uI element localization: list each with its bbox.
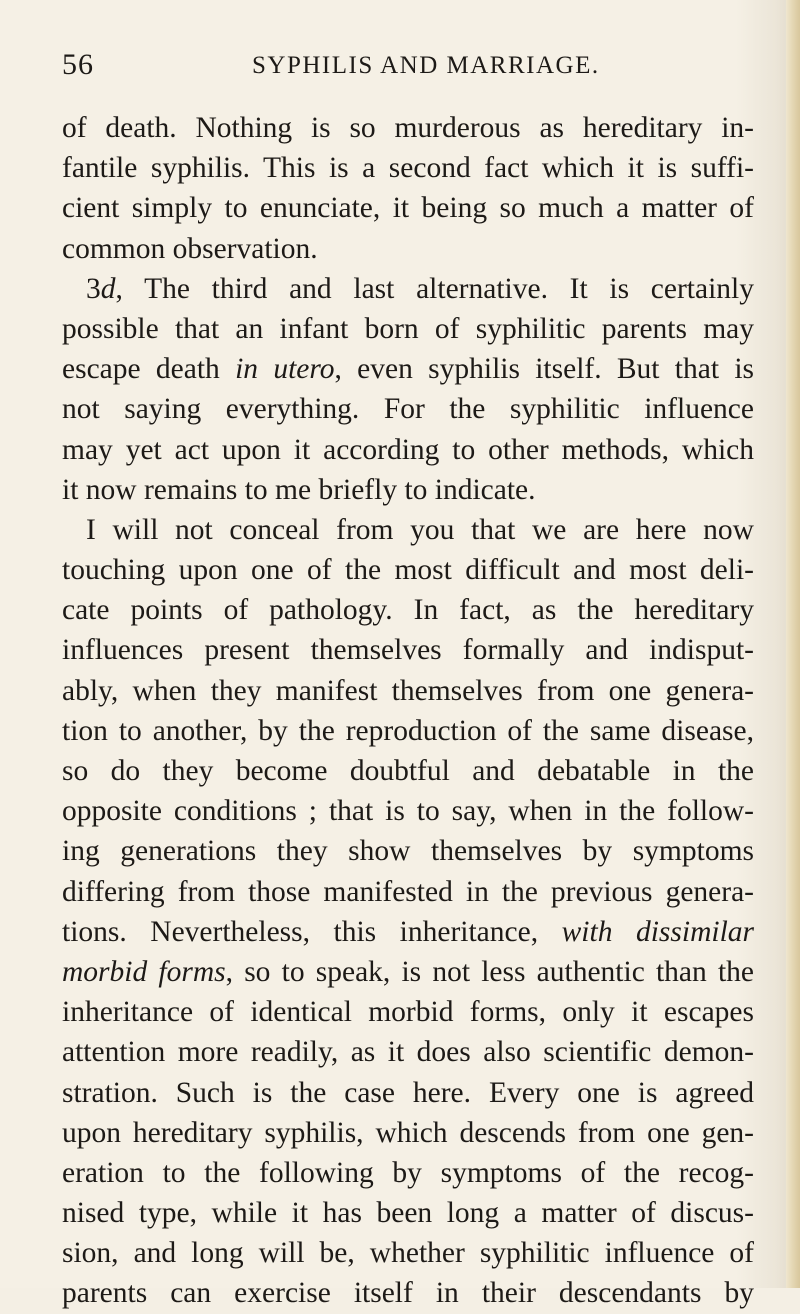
text-line: fantile syphilis. This is a second fact which it is suffi- bbox=[62, 152, 754, 185]
text-line: cient simply to enunciate, it being so much a matter of bbox=[62, 192, 754, 225]
italic-phrase: with dissimilar bbox=[561, 915, 754, 948]
text-line: influences present themselves formally and indisput- bbox=[62, 634, 754, 667]
text-line: stration. Such is the case here. Every one is agreed bbox=[62, 1076, 754, 1109]
text-line: so do they become doubtful and debatable in the bbox=[62, 755, 754, 787]
italic-phrase: in utero bbox=[235, 353, 335, 386]
text-line: tion to another, by the reproduction of the same disease, bbox=[62, 714, 754, 747]
text-line: escape death in utero, even syphilis itself. But that is bbox=[62, 353, 754, 386]
body-text bbox=[62, 108, 754, 1314]
text-line: inheritance of identical morbid forms, only it escapes bbox=[62, 996, 754, 1029]
text-line: touching upon one of the most difficult and most deli- bbox=[62, 554, 754, 587]
text-line: may yet act upon it according to other methods, which bbox=[62, 433, 754, 466]
text-line: common observation. bbox=[62, 232, 318, 265]
page-number: 56 bbox=[62, 48, 94, 81]
text-line: differing from those manifested in the previous genera- bbox=[62, 875, 754, 908]
text-line: I will not conceal from you that we are here now bbox=[86, 513, 754, 546]
text-line: morbid forms, so to speak, is not less authentic than the bbox=[62, 955, 754, 988]
italic-phrase: morbid forms bbox=[62, 955, 226, 988]
text-line: nised type, while it has been long a matter of discus- bbox=[62, 1197, 754, 1230]
text-line: possible that an infant born of syphilitic parents may bbox=[62, 312, 754, 345]
text-line: cate points of pathology. In fact, as the hereditary bbox=[62, 594, 754, 627]
text-line: ing generations they show themselves by symptoms bbox=[62, 835, 754, 868]
text-line: 3d, The third and last alternative. It is certainly bbox=[86, 272, 754, 305]
page-header bbox=[62, 48, 752, 88]
text-line: ably, when they manifest themselves from one genera- bbox=[62, 674, 754, 707]
text-line: of death. Nothing is so murderous as hereditary in- bbox=[62, 112, 754, 144]
text-line: eration to the following by symptoms of the recog- bbox=[62, 1156, 754, 1189]
text-line: tions. Nevertheless, this inheritance, with dissimilar bbox=[62, 915, 754, 948]
page-edge bbox=[786, 0, 800, 1288]
text-line: parents can exercise itself in their descendants by bbox=[62, 1277, 754, 1310]
text-line: attention more readily, as it does also scientific demon- bbox=[62, 1036, 754, 1069]
text-line: sion, and long will be, whether syphilitic influence of bbox=[62, 1237, 754, 1270]
text-line: upon hereditary syphilis, which descends from one gen- bbox=[62, 1116, 754, 1149]
running-head: SYPHILIS AND MARRIAGE. bbox=[252, 52, 600, 79]
text-line: it now remains to me briefly to indicate. bbox=[62, 473, 536, 506]
ordinal-suffix: d bbox=[100, 272, 116, 305]
text-line: not saying everything. For the syphilitic influence bbox=[62, 393, 754, 426]
text-line: opposite conditions ; that is to say, when in the follow- bbox=[62, 795, 754, 828]
